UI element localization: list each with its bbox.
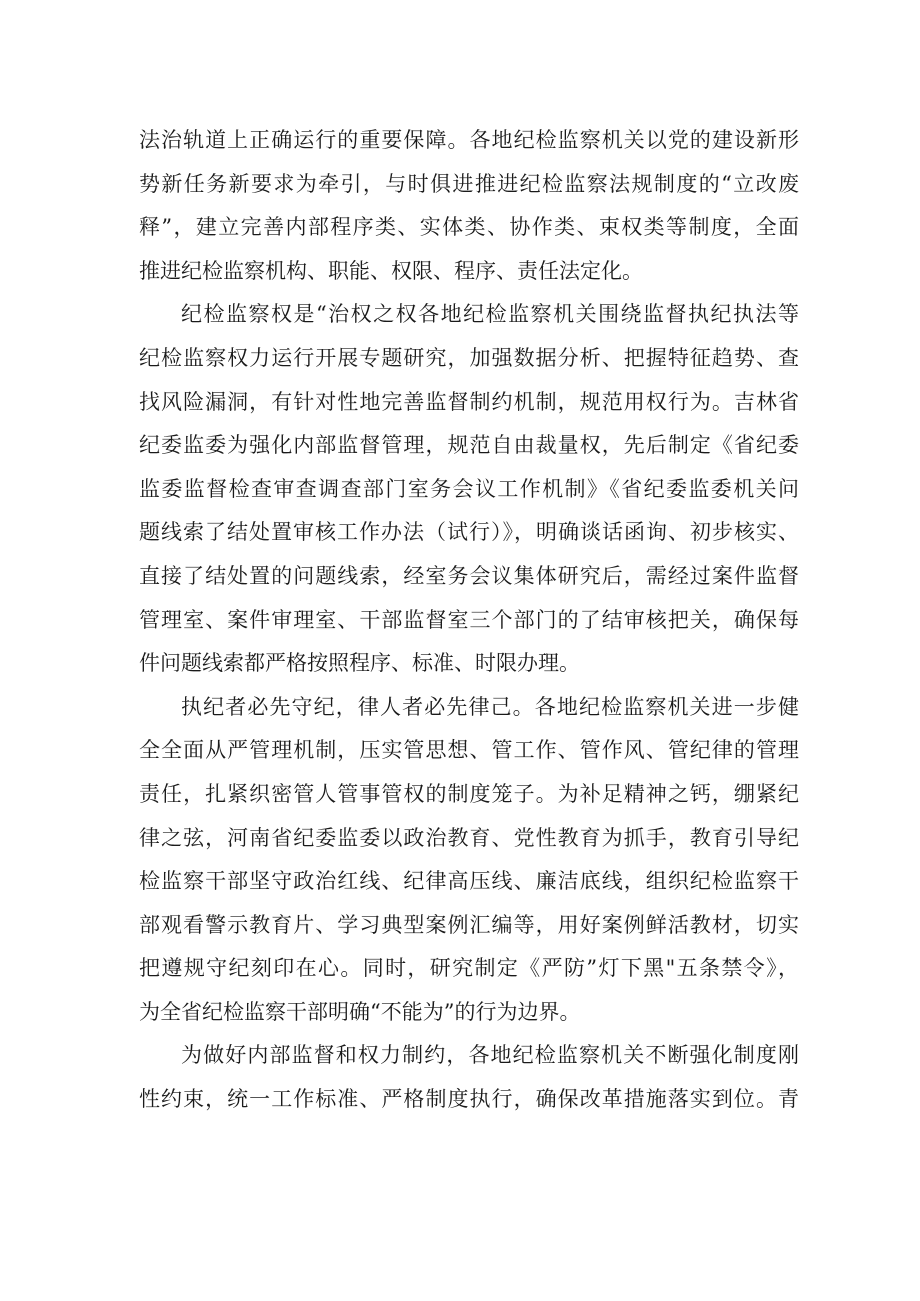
text-line: 部观看警示教育片、学习典型案例汇编等，用好案例鲜活教材，切实 [139, 912, 799, 937]
text-line: 管理室、案件审理室、干部监督室三个部门的了结审核把关，确保每 [139, 607, 799, 632]
text-line: 执纪者必先守纪，律人者必先律己。各地纪检监察机关进一步健 [181, 694, 799, 719]
text-line: 纪检监察权是“治权之权各地纪检监察机关围绕监督执纪执法等 [181, 302, 799, 327]
text-line: 为全省纪检监察干部明确“不能为”的行为边界。 [139, 999, 581, 1024]
text-line: 监委监督检查审查调查部门室务会议工作机制》《省纪委监委机关问 [139, 476, 799, 501]
text-line: 性约束，统一工作标准、严格制度执行，确保改革措施落实到位。青 [139, 1087, 799, 1112]
text-line: 释”，建立完善内部程序类、实体类、协作类、束权类等制度，全面 [139, 215, 799, 240]
text-line: 全全面从严管理机制，压实管思想、管工作、管作风、管纪律的管理 [139, 738, 799, 763]
text-line: 推进纪检监察机构、职能、权限、程序、责任法定化。 [139, 258, 643, 283]
body-text [139, 119, 799, 1122]
text-line: 纪检监察权力运行开展专题研究，加强数据分析、把握特征趋势、查 [139, 345, 799, 370]
text-line: 题线索了结处置审核工作办法（试行）》，明确谈话函询、初步核实、 [139, 520, 799, 545]
text-line: 找风险漏洞，有针对性地完善监督制约机制，规范用权行为。吉林省 [139, 389, 799, 414]
text-line: 法治轨道上正确运行的重要保障。各地纪检监察机关以党的建设新形 [139, 128, 799, 152]
text-line: 纪委监委为强化内部监督管理，规范自由裁量权，先后制定《省纪委 [139, 433, 799, 458]
text-line: 为做好内部监督和权力制约，各地纪检监察机关不断强化制度刚 [181, 1043, 799, 1068]
text-line: 直接了结处置的问题线索，经室务会议集体研究后，需经过案件监督 [139, 563, 799, 588]
text-line: 责任，扎紧织密管人管事管权的制度笼子。为补足精神之钙，绷紧纪 [139, 781, 799, 806]
text-line: 件问题线索都严格按照程序、标准、时限办理。 [139, 651, 580, 676]
text-line: 检监察干部坚守政治红线、纪律高压线、廉洁底线，组织纪检监察干 [139, 869, 799, 894]
text-line: 把遵规守纪刻印在心。同时，研究制定《严防”灯下黑"五条禁令》， [139, 956, 799, 981]
text-line: 律之弦，河南省纪委监委以政治教育、党性教育为抓手，教育引导纪 [139, 825, 799, 850]
text-line: 势新任务新要求为牵引，与时俱进推进纪检监察法规制度的“立改废 [139, 171, 799, 196]
